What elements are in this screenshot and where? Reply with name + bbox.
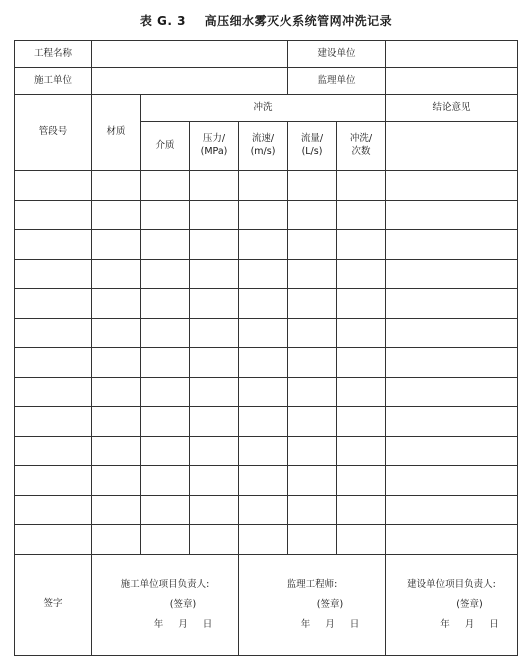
table-cell[interactable] (239, 466, 288, 496)
table-cell[interactable] (239, 200, 288, 230)
table-cell[interactable] (190, 200, 239, 230)
table-cell[interactable] (386, 289, 518, 319)
table-cell[interactable] (15, 348, 92, 378)
table-cell[interactable] (337, 436, 386, 466)
project-name-field[interactable] (92, 41, 288, 68)
table-row (15, 407, 518, 437)
supervisor-signer-title: 监理工程师: (286, 578, 338, 590)
builder-unit-label: 建设单位 (288, 41, 386, 68)
table-cell[interactable] (386, 525, 518, 555)
table-cell[interactable] (141, 171, 190, 201)
times-header (337, 122, 386, 171)
table-cell[interactable] (288, 525, 337, 555)
table-row (15, 377, 518, 407)
construction-unit-field[interactable] (92, 68, 288, 95)
table-cell[interactable] (288, 259, 337, 289)
table-cell[interactable] (15, 171, 92, 201)
table-cell[interactable] (190, 259, 239, 289)
table-cell[interactable] (15, 289, 92, 319)
table-row (15, 200, 518, 230)
supervisor-day: 日 (349, 618, 360, 630)
table-cell[interactable] (386, 407, 518, 437)
builder-signature (398, 575, 505, 635)
pressure-header-unit: (MPa) (200, 146, 228, 157)
medium-header: 介质 (141, 122, 190, 171)
supervisor-signature-cell[interactable] (239, 554, 386, 655)
table-cell[interactable] (288, 348, 337, 378)
table-cell[interactable] (190, 171, 239, 201)
table-cell[interactable] (92, 377, 141, 407)
table-cell[interactable] (288, 466, 337, 496)
table-cell[interactable] (239, 259, 288, 289)
table-code: 表 G. 3 (139, 14, 186, 28)
construction-unit-label: 施工单位 (15, 68, 92, 95)
table-cell[interactable] (92, 348, 141, 378)
builder-date (398, 615, 505, 635)
table-cell[interactable] (15, 318, 92, 348)
table-cell[interactable] (92, 407, 141, 437)
table-cell[interactable] (92, 200, 141, 230)
table-cell[interactable] (288, 318, 337, 348)
table-cell[interactable] (386, 230, 518, 260)
table-cell[interactable] (15, 259, 92, 289)
velocity-header-label: 流速/ (251, 133, 275, 145)
table-cell[interactable] (92, 525, 141, 555)
table-row (15, 495, 518, 525)
flush-header: 冲洗 (141, 95, 386, 122)
construction-signature-cell[interactable] (92, 554, 239, 655)
table-row (15, 230, 518, 260)
table-cell[interactable] (386, 466, 518, 496)
table-cell[interactable] (15, 230, 92, 260)
table-cell[interactable] (15, 200, 92, 230)
supervisor-month: 月 (325, 618, 335, 630)
construction-row (15, 68, 518, 95)
builder-month: 月 (464, 618, 475, 630)
table-cell[interactable] (190, 230, 239, 260)
signature-label: 签字 (15, 554, 92, 655)
table-row (15, 318, 518, 348)
table-cell[interactable] (141, 200, 190, 230)
conclusion-header: 结论意见 (386, 95, 518, 122)
table-cell[interactable] (92, 289, 141, 319)
table-row (15, 525, 518, 555)
table-cell[interactable] (190, 407, 239, 437)
table-row (15, 289, 518, 319)
table-cell[interactable] (288, 377, 337, 407)
table-cell[interactable] (15, 466, 92, 496)
table-cell[interactable] (190, 436, 239, 466)
supervisor-year: 年 (300, 618, 311, 630)
builder-year: 年 (440, 618, 450, 630)
table-cell[interactable] (386, 436, 518, 466)
table-row (15, 466, 518, 496)
table-cell[interactable] (386, 171, 518, 201)
supervisor-signature (259, 575, 366, 635)
table-cell[interactable] (190, 495, 239, 525)
table-cell[interactable] (141, 259, 190, 289)
table-cell[interactable] (141, 407, 190, 437)
table-cell[interactable] (141, 525, 190, 555)
table-cell[interactable] (15, 525, 92, 555)
table-cell[interactable] (239, 230, 288, 260)
table-cell[interactable] (190, 377, 239, 407)
table-cell[interactable] (288, 436, 337, 466)
table-row (15, 348, 518, 378)
table-cell[interactable] (92, 466, 141, 496)
table-cell[interactable] (141, 289, 190, 319)
table-cell[interactable] (15, 436, 92, 466)
table-cell[interactable] (288, 407, 337, 437)
builder-unit-field[interactable] (386, 41, 518, 68)
supervisor-date (259, 615, 366, 635)
construction-year: 年 (153, 618, 164, 630)
times-header-label: 冲洗/ (349, 133, 373, 145)
construction-month: 月 (178, 618, 188, 630)
table-cell[interactable] (190, 289, 239, 319)
table-cell[interactable] (239, 525, 288, 555)
segment-header: 管段号 (15, 95, 92, 171)
table-cell[interactable] (337, 289, 386, 319)
table-cell[interactable] (141, 230, 190, 260)
builder-signer-title: 建设单位项目负责人: (407, 578, 496, 590)
table-cell[interactable] (141, 495, 190, 525)
pressure-header-label: 压力/ (202, 133, 226, 145)
table-cell[interactable] (337, 525, 386, 555)
construction-signer-title: 施工单位项目负责人: (120, 578, 210, 590)
table-cell[interactable] (141, 348, 190, 378)
table-cell[interactable] (92, 230, 141, 260)
table-cell[interactable] (386, 377, 518, 407)
pressure-header (190, 122, 239, 171)
table-cell[interactable] (337, 259, 386, 289)
conclusion-sub-cell (386, 122, 518, 171)
material-header: 材质 (92, 95, 141, 171)
builder-day: 日 (489, 618, 499, 630)
flow-header-label: 流量/ (300, 133, 324, 145)
table-row (15, 259, 518, 289)
table-cell[interactable] (337, 377, 386, 407)
builder-stamp: (签章) (456, 598, 483, 610)
table-cell[interactable] (92, 259, 141, 289)
table-cell[interactable] (337, 171, 386, 201)
supervision-unit-label: 监理单位 (288, 68, 386, 95)
table-cell[interactable] (386, 200, 518, 230)
table-cell[interactable] (239, 348, 288, 378)
table-cell[interactable] (288, 230, 337, 260)
table-cell[interactable] (141, 318, 190, 348)
flow-header-unit: (L/s) (301, 146, 323, 157)
table-cell[interactable] (15, 495, 92, 525)
project-name-label: 工程名称 (15, 41, 92, 68)
times-header-unit: 次数 (351, 146, 371, 157)
velocity-header (239, 122, 288, 171)
table-cell[interactable] (15, 407, 92, 437)
table-row (15, 171, 518, 201)
table-cell[interactable] (141, 436, 190, 466)
table-cell[interactable] (239, 318, 288, 348)
header-row-1 (15, 95, 518, 122)
project-row (15, 41, 518, 68)
velocity-header-unit: (m/s) (250, 146, 276, 157)
construction-stamp: (签章) (169, 598, 197, 610)
supervision-unit-field[interactable] (386, 68, 518, 95)
table-row (15, 436, 518, 466)
table-cell[interactable] (288, 171, 337, 201)
table-cell[interactable] (337, 318, 386, 348)
table-cell[interactable] (190, 525, 239, 555)
table-cell[interactable] (190, 318, 239, 348)
flow-header (288, 122, 337, 171)
table-cell[interactable] (337, 230, 386, 260)
table-cell[interactable] (239, 407, 288, 437)
table-cell[interactable] (288, 200, 337, 230)
table-cell[interactable] (239, 289, 288, 319)
table-cell[interactable] (239, 171, 288, 201)
construction-date (112, 615, 219, 635)
table-cell[interactable] (239, 436, 288, 466)
table-cell[interactable] (337, 348, 386, 378)
table-cell[interactable] (288, 289, 337, 319)
flushing-record-table (14, 40, 518, 656)
builder-signature-cell[interactable] (386, 554, 518, 655)
table-cell[interactable] (141, 377, 190, 407)
table-cell[interactable] (386, 259, 518, 289)
table-cell[interactable] (337, 200, 386, 230)
signature-row (15, 554, 518, 655)
table-cell[interactable] (386, 495, 518, 525)
construction-day: 日 (202, 618, 213, 630)
table-cell[interactable] (190, 348, 239, 378)
table-cell[interactable] (92, 171, 141, 201)
table-cell[interactable] (92, 495, 141, 525)
data-rows (15, 171, 518, 555)
table-cell[interactable] (141, 466, 190, 496)
table-cell[interactable] (15, 377, 92, 407)
table-cell[interactable] (190, 466, 239, 496)
table-cell[interactable] (337, 495, 386, 525)
table-cell[interactable] (337, 466, 386, 496)
table-cell[interactable] (92, 436, 141, 466)
form-title (0, 12, 532, 29)
table-cell[interactable] (386, 318, 518, 348)
table-title: 高压细水雾灭火系统管网冲洗记录 (204, 14, 393, 28)
table-cell[interactable] (288, 495, 337, 525)
table-cell[interactable] (239, 495, 288, 525)
table-cell[interactable] (337, 407, 386, 437)
supervisor-stamp: (签章) (316, 598, 344, 610)
table-cell[interactable] (92, 318, 141, 348)
table-cell[interactable] (386, 348, 518, 378)
table-cell[interactable] (239, 377, 288, 407)
construction-signature (112, 575, 219, 635)
